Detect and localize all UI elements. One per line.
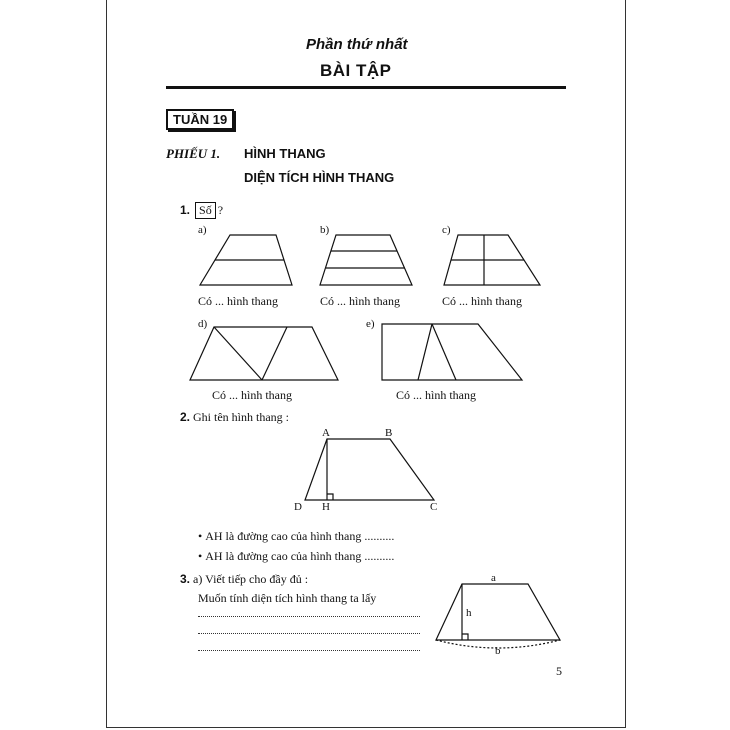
- label-a: a: [491, 572, 496, 584]
- answer-line-3[interactable]: [198, 650, 420, 651]
- figure-c-label: c): [442, 224, 451, 236]
- bullet-item-1: [198, 529, 394, 544]
- vertex-a: A: [322, 427, 330, 439]
- trapezoid-abcd: [305, 439, 434, 500]
- trapezoid-formula: [436, 584, 560, 640]
- bullet-dot-icon: •: [198, 549, 206, 563]
- figure-a-label: a): [198, 224, 207, 236]
- answer-line-2[interactable]: [198, 633, 420, 634]
- figure-d-label: d): [198, 318, 208, 330]
- question-2-text: Ghi tên hình thang :: [193, 410, 290, 424]
- question-3-number: 3.: [180, 572, 191, 586]
- question-3-line: Muốn tính diện tích hình thang ta lấy: [198, 591, 377, 605]
- sheet-title-1: HÌNH THANG: [244, 146, 326, 161]
- caption-a: Có ... hình thang: [198, 294, 278, 308]
- caption-e: Có ... hình thang: [396, 388, 476, 402]
- caption-b: Có ... hình thang: [320, 294, 400, 308]
- question-mark: ?: [217, 203, 224, 217]
- question-3-prompt: [180, 572, 308, 587]
- trapezoid-e-line-1: [418, 324, 432, 380]
- trapezoid-d: [190, 327, 338, 380]
- question-2-number: 2.: [180, 410, 191, 424]
- sheet-title-2: DIỆN TÍCH HÌNH THANG: [244, 170, 395, 185]
- page-number: 5: [556, 664, 562, 678]
- number-box: Số: [195, 202, 216, 219]
- bullet-text-2: AH là đường cao của hình thang ..........: [205, 549, 395, 563]
- caption-d: Có ... hình thang: [212, 388, 292, 402]
- answer-line-1[interactable]: [198, 616, 420, 617]
- vertex-b: B: [385, 427, 393, 439]
- question-1-number: 1.: [180, 203, 191, 217]
- question-2-prompt: [180, 410, 289, 425]
- question-3-text: a) Viết tiếp cho đầy đủ :: [193, 572, 309, 586]
- figure-b-label: b): [320, 224, 330, 236]
- bullet-dot-icon: •: [198, 529, 206, 543]
- trapezoid-b: [320, 235, 412, 285]
- vertex-d: D: [294, 501, 302, 513]
- trapezoid-d-line-2: [262, 327, 287, 380]
- trapezoid-e-line-2: [432, 324, 456, 380]
- label-h: h: [466, 607, 472, 619]
- vertex-h: H: [322, 501, 330, 513]
- right-angle-mark-q3: [462, 634, 468, 640]
- label-b: b: [495, 645, 501, 657]
- right-angle-mark-h: [327, 494, 333, 500]
- figure-e-label: e): [366, 318, 375, 330]
- week-badge: TUẦN 19: [166, 109, 234, 130]
- part-heading: Phần thứ nhất: [306, 36, 408, 53]
- page-title: BÀI TẬP: [320, 61, 392, 80]
- sheet-label: PHIẾU 1.: [166, 146, 221, 161]
- trapezoid-d-line-1: [214, 327, 262, 380]
- vertex-c: C: [430, 501, 438, 513]
- bullet-text-1: AH là đường cao của hình thang ..........: [205, 529, 395, 543]
- bullet-item-2: [198, 549, 394, 564]
- caption-c: Có ... hình thang: [442, 294, 522, 308]
